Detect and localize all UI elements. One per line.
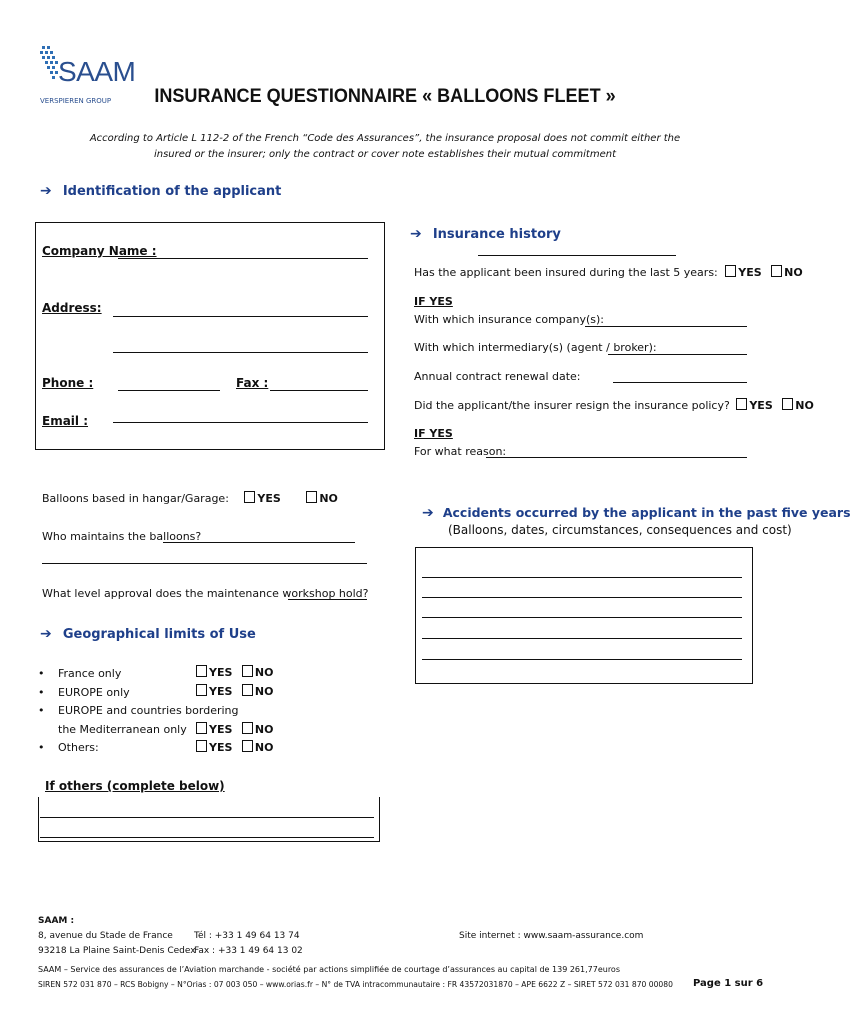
geo-heading (40, 623, 256, 642)
insured-no-label: NO (784, 266, 803, 279)
history-heading-label: Insurance history (432, 227, 561, 242)
footer-address-2: 93218 La Plaine Saint-Denis Cedex (38, 946, 196, 956)
accidents-heading (422, 502, 851, 521)
europe-no-checkbox[interactable] (242, 684, 253, 696)
q-maintains-label: Who maintains the balloons? (42, 530, 202, 543)
france-yes-checkbox[interactable] (196, 665, 207, 677)
mediterranean-no-checkbox[interactable] (242, 722, 253, 734)
europe-yes-checkbox[interactable] (196, 684, 207, 696)
footer-fax: Fax : +33 1 49 64 13 02 (194, 946, 303, 956)
geo-europe-options (196, 684, 273, 698)
accidents-subheading: (Balloons, dates, circumstances, consequences and cost) (448, 523, 792, 537)
page-number: Page 1 sur 6 (693, 978, 764, 989)
france-no-checkbox[interactable] (242, 665, 253, 677)
q-intermediary-label: With which intermediary(s) (agent / broker): (414, 341, 657, 354)
mediterranean-no-label: NO (254, 723, 274, 736)
arrow-right-icon: ➔ (40, 183, 52, 199)
france-no-label: NO (254, 666, 274, 679)
mediterranean-yes-label: YES (209, 723, 233, 736)
email-field[interactable] (113, 422, 368, 423)
europe-no-label: NO (254, 685, 274, 698)
geo-item-mediterranean: • EUROPE and countries bordering (38, 704, 239, 717)
others-yes-checkbox[interactable] (196, 740, 207, 752)
company-name-label: Company Name : (42, 244, 157, 258)
renewal-date-field[interactable] (613, 382, 747, 383)
q-insured (414, 265, 803, 279)
resign-yes-label: YES (749, 399, 773, 412)
q-insured-label: Has the applicant been insured during the last 5 years: (414, 266, 718, 279)
geo-item-label: EUROPE and countries bordering (58, 704, 239, 717)
arrow-right-icon: ➔ (422, 505, 434, 521)
accidents-line-5[interactable] (422, 659, 742, 660)
page-title: INSURANCE QUESTIONNAIRE « BALLOONS FLEET » (154, 86, 616, 107)
resign-no-checkbox[interactable] (782, 398, 793, 410)
geo-heading-label: Geographical limits of Use (62, 627, 256, 642)
logo-mark-icon (38, 44, 60, 84)
others-yes-label: YES (209, 741, 233, 754)
hangar-yes-checkbox[interactable] (244, 491, 255, 503)
geo-france-options (196, 665, 273, 679)
address-field-1[interactable] (113, 316, 368, 317)
footer-legal-1: SAAM – Service des assurances de l’Aviation marchande - société par actions simplifiée de courtage d’assurances au capital de 139 261,77euros (38, 965, 620, 974)
geo-mediterranean-options (196, 722, 273, 736)
logo-group: VERSPIEREN GROUP (40, 97, 112, 105)
if-others-label: If others (complete below) (45, 779, 225, 793)
q-hangar-label: Balloons based in hangar/Garage: (42, 492, 229, 505)
maintains-field-2[interactable] (42, 563, 367, 564)
fax-field[interactable] (270, 390, 368, 391)
history-heading (410, 223, 561, 242)
address-label: Address: (42, 301, 102, 315)
resign-yes-checkbox[interactable] (736, 398, 747, 410)
fax-label: Fax : (236, 376, 269, 390)
resign-no-label: NO (795, 399, 814, 412)
geo-item-label: EUROPE only (58, 685, 130, 699)
accidents-heading-label: Accidents occurred by the applicant in the past five years (442, 505, 851, 520)
phone-label: Phone : (42, 376, 94, 390)
geo-item-europe: • EUROPE only (38, 685, 130, 699)
history-divider (478, 255, 676, 256)
insured-yes-checkbox[interactable] (725, 265, 736, 277)
mediterranean-yes-checkbox[interactable] (196, 722, 207, 734)
footer-legal-2: SIREN 572 031 870 – RCS Bobigny – N°Orias : 07 003 050 – www.orias.fr – N° de TVA intracommunautaire : FR 43572031870 – APE 6622 Z – SIRET 572 031 870 00080 (38, 980, 673, 989)
footer-tel: Tél : +33 1 49 64 13 74 (194, 931, 300, 941)
intermediary-field[interactable] (608, 354, 747, 355)
q-resign (414, 398, 814, 412)
if-yes-2: IF YES (414, 427, 453, 440)
france-yes-label: YES (209, 666, 233, 679)
applicant-heading (40, 180, 281, 199)
q-reason-label: For what reason: (414, 445, 507, 458)
geo-others-options (196, 740, 273, 754)
approval-field[interactable] (288, 599, 367, 600)
q-approval-label: What level approval does the maintenance workshop hold? (42, 587, 369, 600)
footer-address-1: 8, avenue du Stade de France (38, 931, 173, 941)
accidents-line-4[interactable] (422, 638, 742, 639)
email-label: Email : (42, 414, 89, 428)
insured-yes-label: YES (738, 266, 762, 279)
others-box (38, 797, 380, 842)
q-company-label: With which insurance company(s): (414, 313, 605, 326)
others-no-label: NO (254, 741, 274, 754)
others-no-checkbox[interactable] (242, 740, 253, 752)
hangar-yes-label: YES (257, 492, 281, 505)
phone-field[interactable] (118, 390, 220, 391)
geo-item-label: France only (58, 667, 122, 680)
accidents-box (415, 547, 753, 684)
europe-yes-label: YES (209, 685, 233, 698)
reason-field[interactable] (486, 457, 747, 458)
if-yes-1: IF YES (414, 295, 453, 308)
company-name-field[interactable] (118, 258, 368, 259)
q-resign-label: Did the applicant/the insurer resign the insurance policy? (414, 399, 730, 412)
geo-item-label: the Mediterranean only (58, 722, 187, 736)
insured-no-checkbox[interactable] (771, 265, 782, 277)
intro-line-2: insured or the insurer; only the contract or cover note establishes their mutual commitment (153, 149, 617, 160)
geo-item-others: • Others: (38, 741, 99, 754)
accidents-line-2[interactable] (422, 597, 742, 598)
logo-name: SAAM (58, 56, 136, 87)
arrow-right-icon: ➔ (410, 226, 422, 242)
footer-website-link[interactable]: Site internet : www.saam-assurance.com (459, 931, 644, 941)
geo-item-france: • France only (38, 667, 122, 680)
geo-item-label: Others: (58, 741, 99, 754)
applicant-heading-label: Identification of the applicant (62, 184, 282, 199)
intro-line-1: According to Article L 112-2 of the French “Code des Assurances”, the insurance proposal does not commit either the (89, 133, 681, 144)
q-renewal-label: Annual contract renewal date: (414, 370, 581, 383)
accidents-line-3[interactable] (422, 617, 742, 618)
q-hangar (42, 491, 338, 505)
hangar-no-label: NO (319, 492, 338, 505)
hangar-no-checkbox[interactable] (306, 491, 317, 503)
intro-text (0, 131, 770, 163)
others-line-1[interactable] (40, 817, 374, 818)
accidents-line-1[interactable] (422, 577, 742, 578)
arrow-right-icon: ➔ (40, 626, 52, 642)
others-line-2[interactable] (40, 837, 374, 838)
insurance-company-field[interactable] (585, 326, 747, 327)
address-field-2[interactable] (113, 352, 368, 353)
footer-company: SAAM : (38, 916, 75, 926)
maintains-field-1[interactable] (163, 542, 355, 543)
